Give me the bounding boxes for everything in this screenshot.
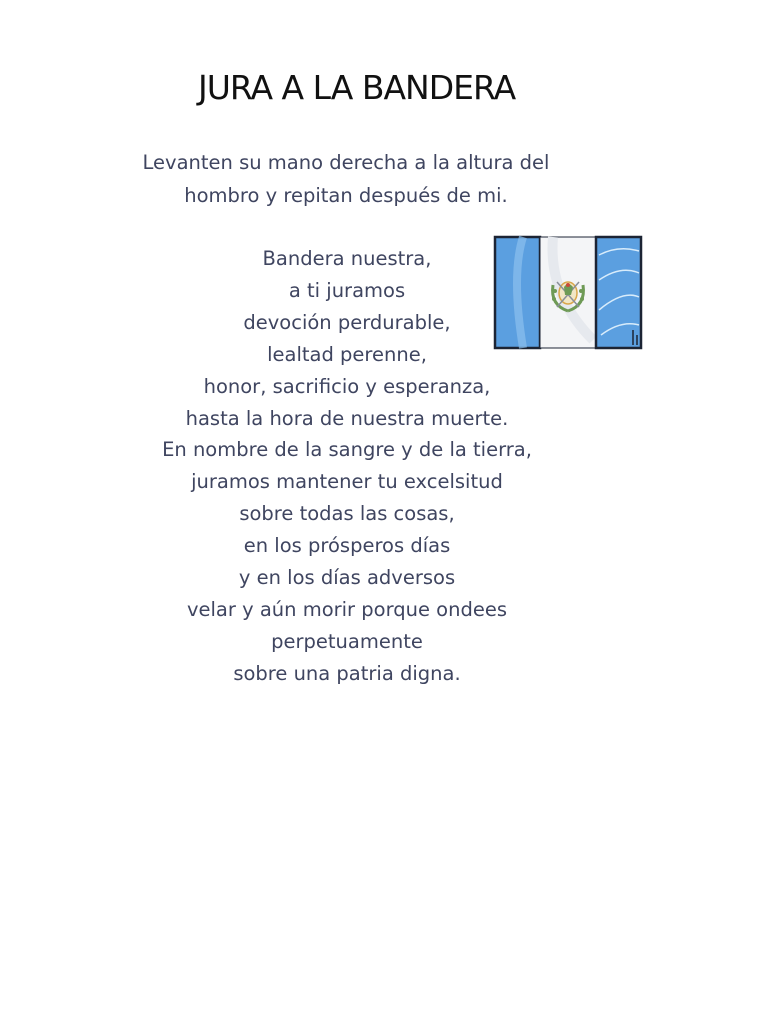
intro-line: hombro y repitan después de mi. — [184, 184, 508, 207]
oath-line: sobre todas las cosas, — [239, 502, 455, 526]
oath-line: hasta la hora de nuestra muerte. — [185, 406, 509, 430]
oath-line: lealtad perenne, — [267, 342, 427, 366]
oath-line: perpetuamente — [271, 629, 423, 653]
oath-line: En nombre de la sangre y de la tierra, — [162, 438, 532, 462]
oath-line: y en los días adversos — [238, 566, 456, 590]
oath-line: honor, sacrificio y esperanza, — [203, 374, 491, 398]
oath-line: Bandera nuestra, — [262, 247, 432, 270]
oath-line: velar y aún morir porque ondees — [186, 597, 508, 621]
oath-line: devoción perdurable, — [243, 310, 451, 334]
oath-line: sobre una patria digna. — [233, 661, 461, 685]
oath-line: juramos mantener tu excelsitud — [191, 470, 503, 494]
page-title: JURA A LA BANDERA — [198, 68, 516, 107]
oath-line: en los prósperos días — [243, 534, 451, 558]
intro-instruction — [120, 146, 572, 212]
intro-line: Levanten su mano derecha a la altura del — [142, 151, 550, 174]
oath-text — [100, 243, 594, 690]
oath-line: a ti juramos — [288, 278, 406, 302]
